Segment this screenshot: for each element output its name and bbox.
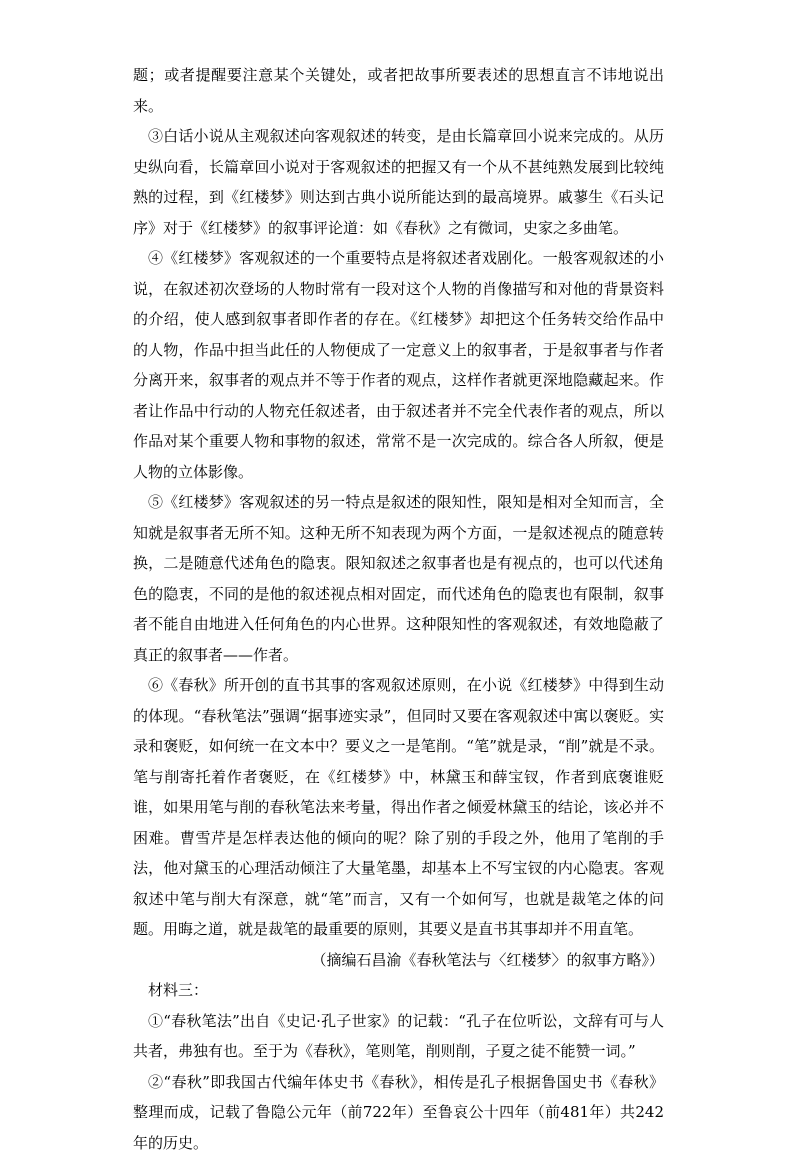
material-3-item-2: ②“春秋”即我国古代编年体史书《春秋》，相传是孔子根据鲁国史书《春秋》整理而成，记载了鲁隐公元年（前722年）至鲁哀公十四年（前481年）共242年的历史。 [133, 1067, 664, 1158]
paragraph-3: ③白话小说从主观叙述向客观叙述的转变，是由长篇章回小说来完成的。从历史纵向看，长篇章回小说对于客观叙述的把握又有一个从不甚纯熟发展到比较纯熟的过程，到《红楼梦》则达到古典小说所能达到的最高境界。戚蓼生《石头记序》对于《红楼梦》的叙事评论道：如《春秋》之有微词，史家之多曲笔。 [133, 121, 664, 243]
source-citation: （摘编石昌渝《春秋笔法与〈红楼梦〉的叙事方略》） [133, 945, 664, 976]
material-3-label: 材料三： [133, 975, 664, 1006]
material-3-item-1: ①“春秋笔法”出自《史记·孔子世家》的记载：“孔子在位听讼，文辞有可与人共者，弗独有也。至于为《春秋》，笔则笔，削则削，子夏之徒不能赞一词。” [133, 1006, 664, 1067]
paragraph-5: ⑤《红楼梦》客观叙述的另一特点是叙述的限知性，限知是相对全知而言，全知就是叙事者无所不知。这种无所不知表现为两个方面，一是叙述视点的随意转换，二是随意代述角色的隐衷。限知叙述之叙事者也是有视点的，也可以代述角色的隐衷，不同的是他的叙述视点相对固定，而代述角色的隐衷也有限制，叙事者不能自由地进入任何角色的内心世界。这种限知性的客观叙述，有效地隐蔽了真正的叙事者——作者。 [133, 487, 664, 670]
paragraph-6: ⑥《春秋》所开创的直书其事的客观叙述原则，在小说《红楼梦》中得到生动的体现。“春秋笔法”强调“据事迹实录”，但同时又要在客观叙述中寓以褒贬。实录和褒贬，如何统一在文本中？要义之一是笔削。“笔”就是录，“削”就是不录。笔与削寄托着作者褒贬，在《红楼梦》中，林黛玉和薛宝钗，作者到底褒谁贬谁，如果用笔与削的春秋笔法来考量，得出作者之倾爱林黛玉的结论，该必并不困难。曹雪芹是怎样表达他的倾向的呢？除了别的手段之外，他用了笔削的手法，他对黛玉的心理活动倾注了大量笔墨，却基本上不写宝钗的内心隐衷。客观叙述中笔与削大有深意，就“笔”而言，又有一个如何写，也就是裁笔之体的问题。用晦之道，就是裁笔的最重要的原则，其要义是直书其事却并不用直笔。 [133, 670, 664, 945]
paragraph-4: ④《红楼梦》客观叙述的一个重要特点是将叙述者戏剧化。一般客观叙述的小说，在叙述初次登场的人物时常有一段对这个人物的肖像描写和对他的背景资料的介绍，使人感到叙事者即作者的存在。《红楼梦》却把这个任务转交给作品中的人物，作品中担当此任的人物便成了一定意义上的叙事者，于是叙事者与作者分离开来，叙事者的观点并不等于作者的观点，这样作者就更深地隐藏起来。作者让作品中行动的人物充任叙述者，由于叙述者并不完全代表作者的观点，所以作品对某个重要人物和事物的叙述，常常不是一次完成的。综合各人所叙，便是人物的立体影像。 [133, 243, 664, 487]
paragraph-continuation: 题；或者提醒要注意某个关键处，或者把故事所要表述的思想直言不讳地说出来。 [133, 60, 664, 121]
